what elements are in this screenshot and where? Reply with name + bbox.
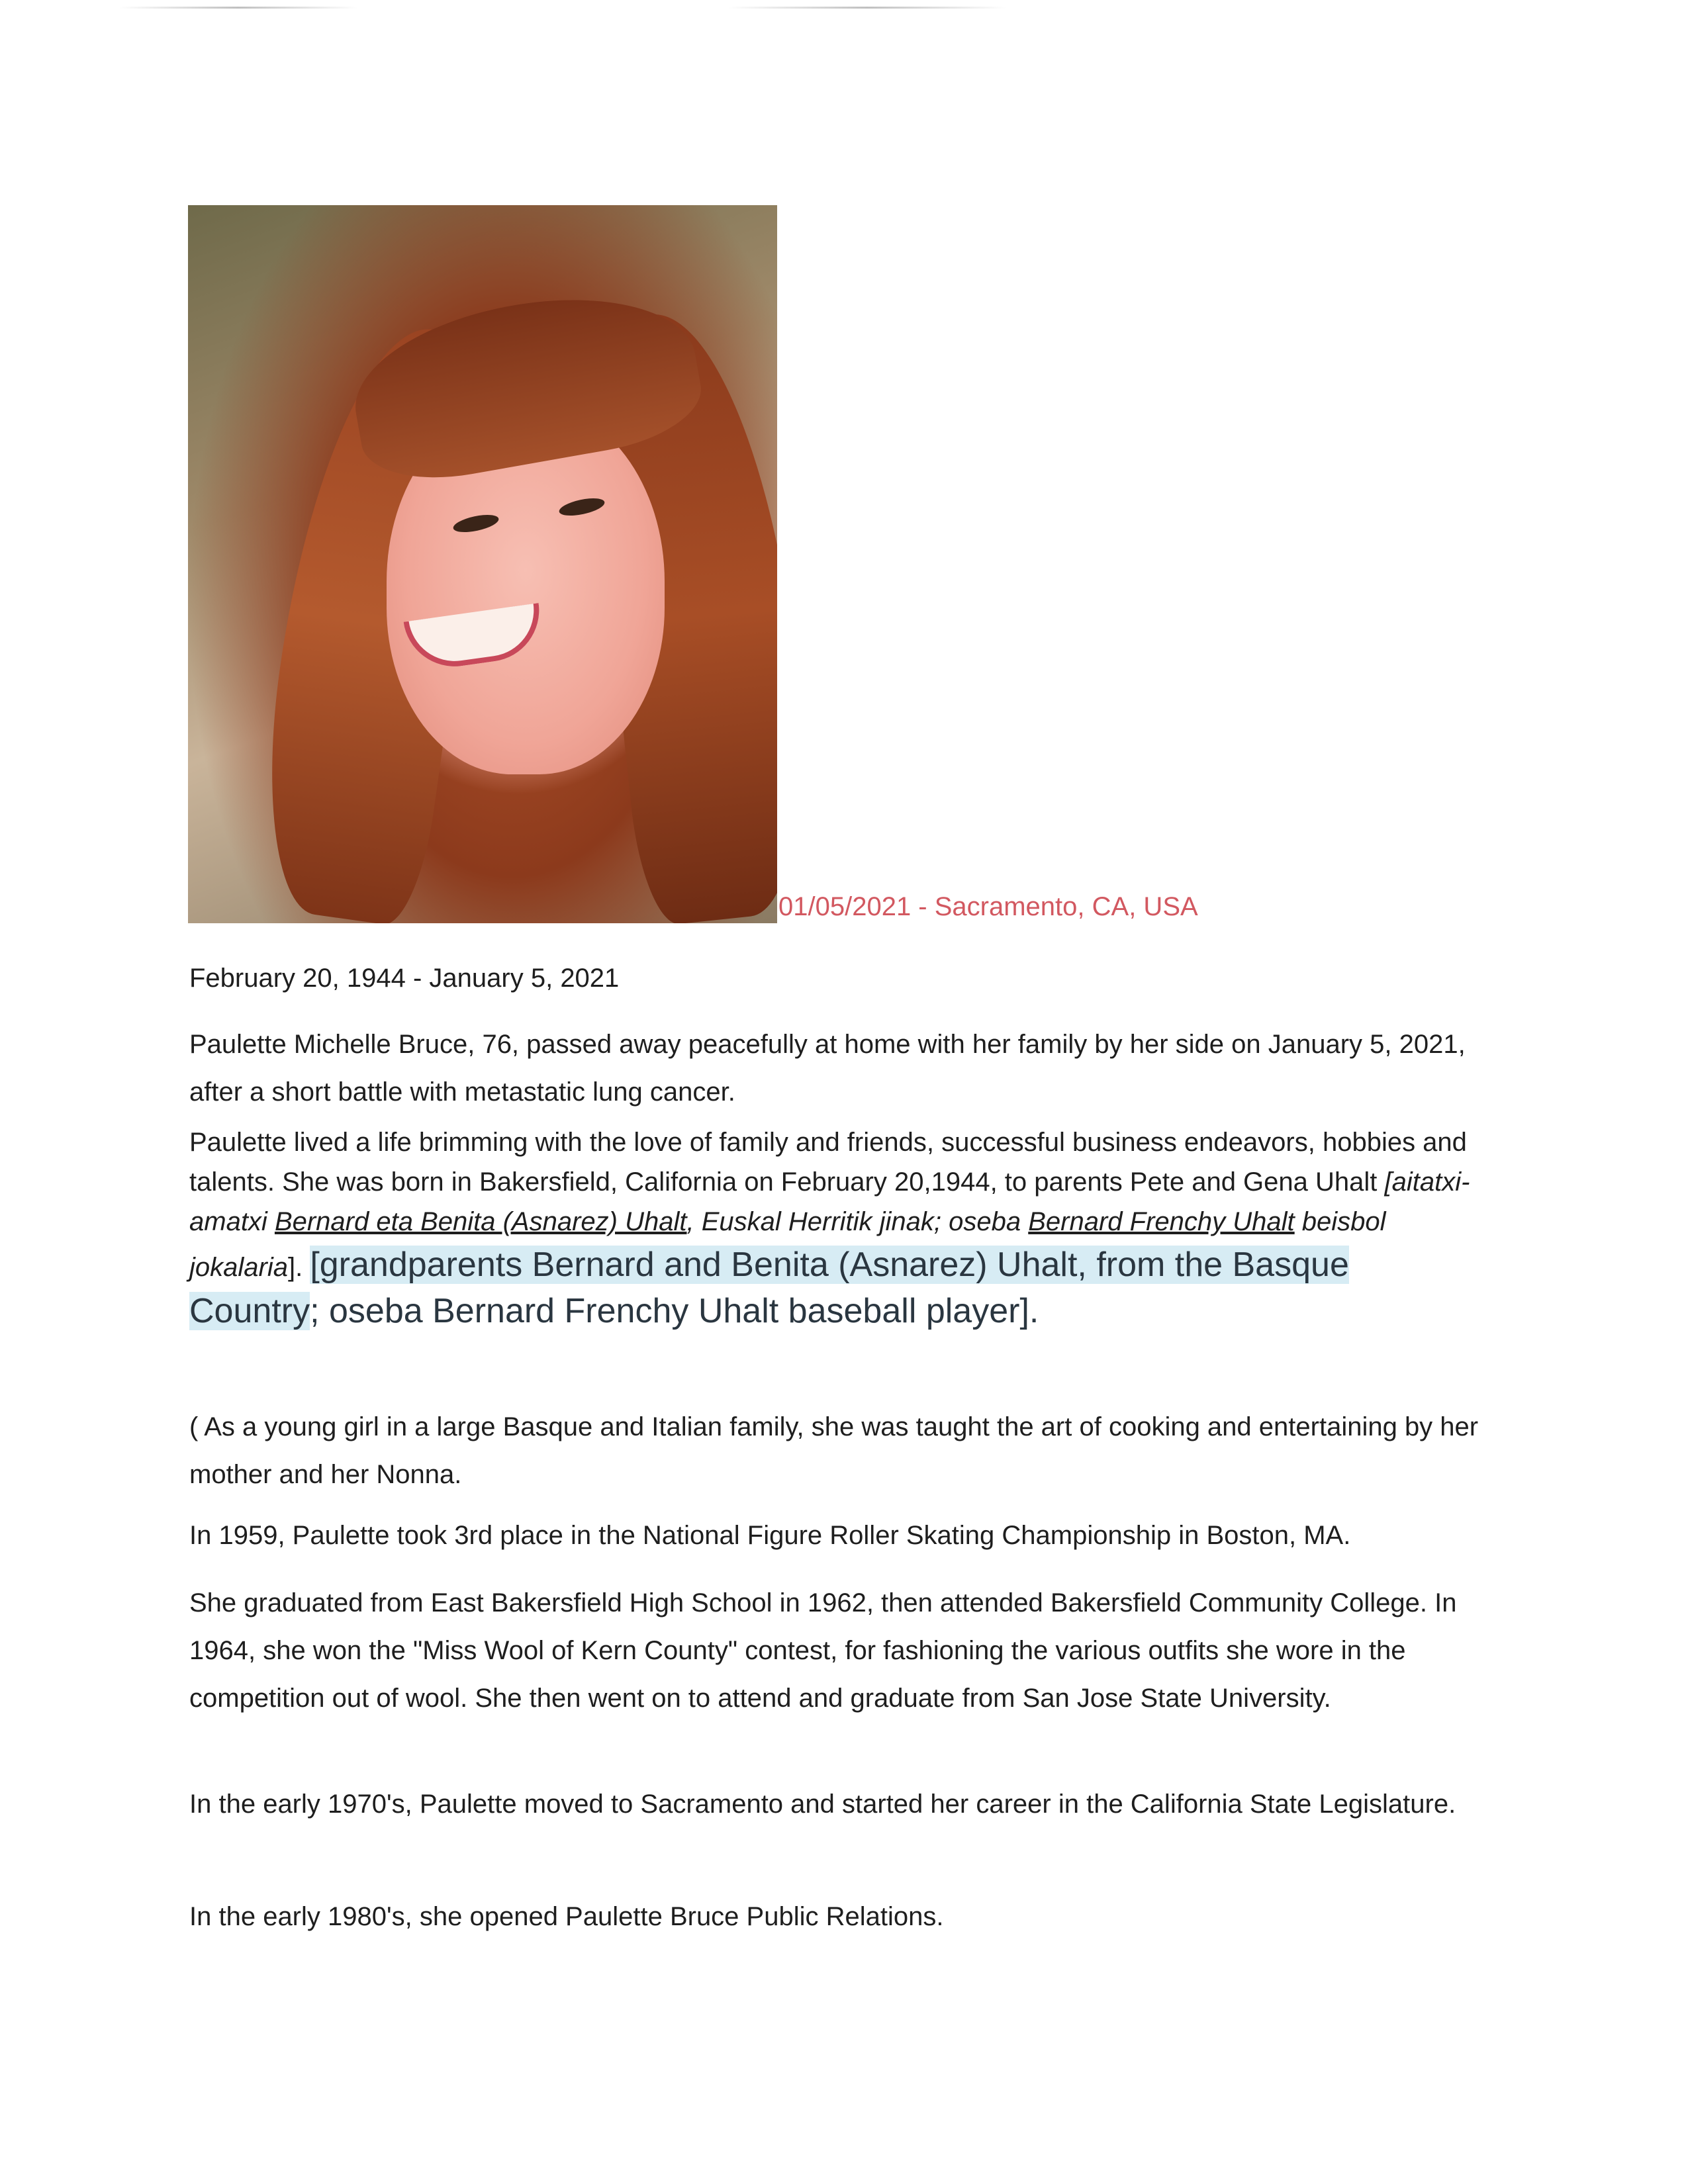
- paragraph-childhood: ( As a young girl in a large Basque and Italian family, she was taught the art of cooking and entertaining by her mother and her Nonna.: [189, 1412, 1479, 1489]
- paragraph-skating: In 1959, Paulette took 3rd place in the National Figure Roller Skating Championship in Boston, MA.: [189, 1521, 1351, 1550]
- family-text: Paulette lived a life brimming with the love of family and friends, successful business endeavors, hobbies and talents. She was born in Bakersfield, California on February 20,1944, to parents Pete and Gena Uhalt: [189, 1128, 1467, 1197]
- basque-link-uncle[interactable]: Bernard Frenchy Uhalt: [1028, 1207, 1295, 1236]
- basque-open: [aitatxi-amatxi: [189, 1167, 1470, 1236]
- portrait-photo: [188, 205, 777, 923]
- translation-rest: ; oseba Bernard Frenchy Uhalt baseball player].: [310, 1292, 1039, 1330]
- paragraph-education: She graduated from East Bakersfield High School in 1962, then attended Bakersfield Community College. In 1964, she won the "Miss Wool of Kern County" contest, for fashioning the various outfits she wore in the competition out of wool. She then went on to attend and graduate from San Jose State University.: [189, 1588, 1457, 1713]
- dateline: 01/05/2021 - Sacramento, CA, USA: [778, 892, 1198, 921]
- translation-block: [189, 1246, 1349, 1330]
- paragraph-family: [189, 1122, 1487, 1334]
- paragraph-pr-firm: In the early 1980's, she opened Paulette Bruce Public Relations.: [189, 1902, 944, 1931]
- life-dates: February 20, 1944 - January 5, 2021: [189, 964, 620, 993]
- scan-mark-right: [728, 7, 1006, 9]
- paragraph-career: In the early 1970's, Paulette moved to Sacramento and started her career in the California State Legislature.: [189, 1790, 1456, 1819]
- basque-mid: , Euskal Herritik jinak; oseba: [686, 1207, 1029, 1236]
- scan-mark-left: [119, 7, 357, 9]
- basque-end: ].: [287, 1253, 310, 1282]
- basque-close: beisbol jokalaria: [189, 1207, 1386, 1282]
- basque-link-grandparents[interactable]: Bernard eta Benita (Asnarez) Uhalt: [274, 1207, 687, 1236]
- paragraph-death-notice: Paulette Michelle Bruce, 76, passed away peacefully at home with her family by her side on January 5, 2021, after a short battle with metastatic lung cancer.: [189, 1030, 1466, 1107]
- translation-highlighted: [grandparents Bernard and Benita (Asnarez) Uhalt, from the Basque Country: [189, 1246, 1349, 1330]
